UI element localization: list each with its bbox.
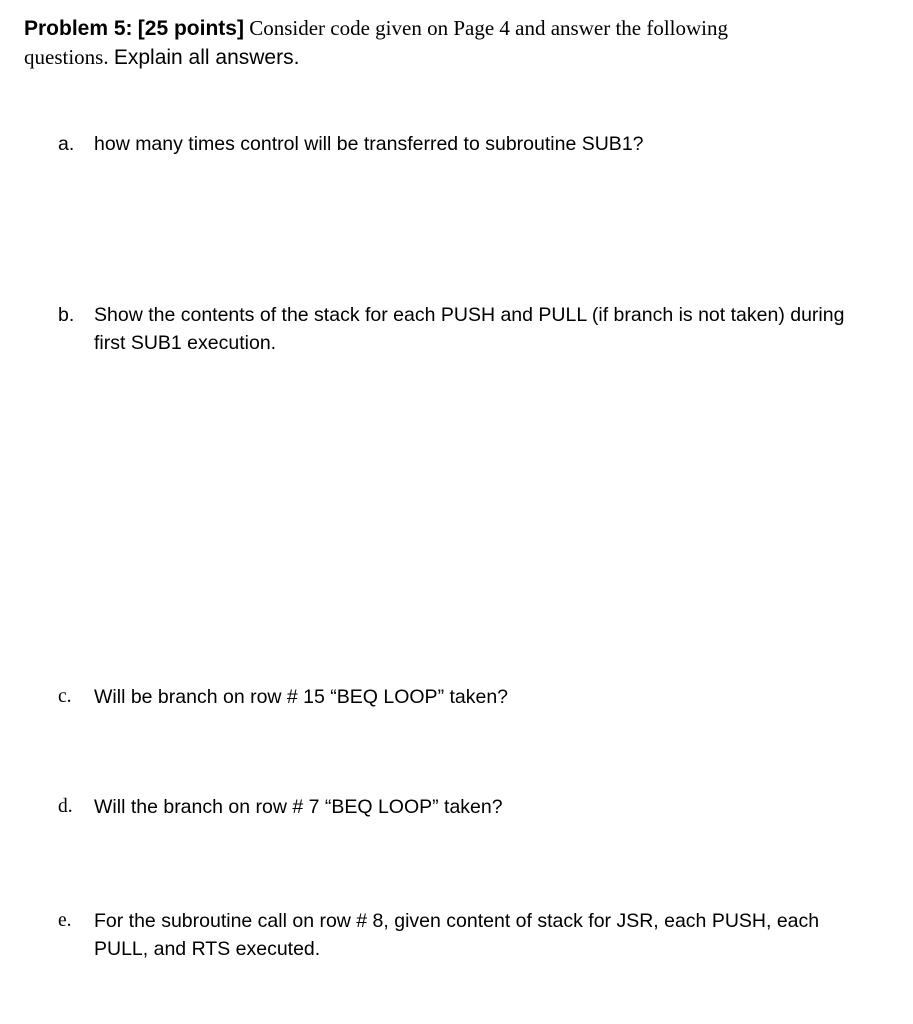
question-marker: d. <box>58 796 73 817</box>
question-marker: e. <box>58 910 72 931</box>
question-e <box>58 907 848 963</box>
question-text: For the subroutine call on row # 8, given content of stack for JSR, each PUSH, each PULL, and RTS executed. <box>94 910 820 960</box>
problem-instruction: Consider code given on Page 4 and answer the following <box>249 16 729 40</box>
problem-header <box>24 14 884 72</box>
question-text: Show the contents of the stack for each PUSH and PULL (if branch is not taken) during first SUB1 execution. <box>94 304 845 354</box>
problem-label: Problem 5: <box>24 17 133 40</box>
question-text: Will the branch on row # 7 “BEQ LOOP” taken? <box>94 796 503 818</box>
question-text: how many times control will be transferred to subroutine SUB1? <box>94 133 644 155</box>
problem-instruction-line2: questions. <box>24 45 109 69</box>
question-c <box>58 683 878 711</box>
question-d <box>58 793 878 821</box>
question-text: Will be branch on row # 15 “BEQ LOOP” taken? <box>94 686 509 708</box>
problem-instruction-explain: Explain all answers. <box>113 46 300 69</box>
question-b <box>58 301 858 357</box>
question-marker: b. <box>58 304 75 326</box>
points-label: [25 points] <box>137 17 244 40</box>
question-a <box>58 130 878 158</box>
question-marker: a. <box>58 133 75 155</box>
question-marker: c. <box>58 686 72 707</box>
